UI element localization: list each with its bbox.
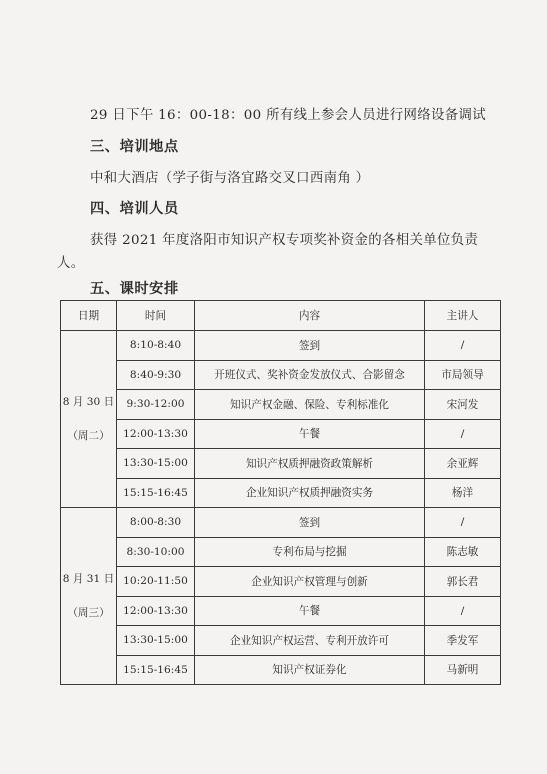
speaker-cell: / — [425, 508, 501, 538]
content-cell: 企业知识产权质押融资实务 — [195, 478, 425, 508]
time-cell: 12:00-13:30 — [117, 596, 195, 626]
content-cell: 知识产权质押融资政策解析 — [195, 449, 425, 479]
time-cell: 10:20-11:50 — [117, 567, 195, 597]
date-day2: 8 月 31 日 — [62, 573, 115, 585]
content-cell: 知识产权证券化 — [195, 655, 425, 685]
table-row — [61, 655, 501, 685]
table-row — [61, 331, 501, 361]
speaker-cell: 陈志敏 — [425, 537, 501, 567]
table-row — [61, 537, 501, 567]
date-cell-day2 — [61, 508, 117, 685]
content-cell: 专利布局与挖掘 — [195, 537, 425, 567]
time-cell: 8:10-8:40 — [117, 331, 195, 361]
speaker-cell: 郭长君 — [425, 567, 501, 597]
speaker-cell: 宋河发 — [425, 390, 501, 420]
speaker-cell: 市局领导 — [425, 360, 501, 390]
date-day1: 8 月 30 日 — [62, 396, 115, 408]
table-row — [61, 596, 501, 626]
paragraph-personnel-line1: 获得 2021 年度洛阳市知识产权专项奖补资金的各相关单位负责 — [90, 233, 479, 248]
weekday-day2: （周三） — [67, 607, 110, 619]
content-cell: 午餐 — [195, 596, 425, 626]
table-row — [61, 478, 501, 508]
table-header-row — [61, 301, 501, 331]
heading-training-personnel: 四、培训人员 — [90, 201, 179, 217]
time-cell: 13:30-15:00 — [117, 626, 195, 656]
speaker-cell: 季发军 — [425, 626, 501, 656]
schedule-table — [60, 300, 501, 685]
time-cell: 8:30-10:00 — [117, 537, 195, 567]
paragraph-location: 中和大酒店（学子街与洛宜路交叉口西南角 ） — [90, 171, 370, 186]
header-time: 时间 — [117, 301, 195, 331]
weekday-day1: （周二） — [67, 430, 110, 442]
table-row — [61, 360, 501, 390]
content-cell: 企业知识产权管理与创新 — [195, 567, 425, 597]
table-row — [61, 419, 501, 449]
content-cell: 开班仪式、奖补资金发放仪式、合影留念 — [195, 360, 425, 390]
time-cell: 8:00-8:30 — [117, 508, 195, 538]
time-cell: 12:00-13:30 — [117, 419, 195, 449]
heading-training-location: 三、培训地点 — [90, 139, 179, 155]
paragraph-personnel-line2: 人。 — [57, 256, 85, 271]
table-row — [61, 449, 501, 479]
table-row — [61, 567, 501, 597]
time-cell: 13:30-15:00 — [117, 449, 195, 479]
content-cell: 午餐 — [195, 419, 425, 449]
speaker-cell: / — [425, 596, 501, 626]
time-cell: 8:40-9:30 — [117, 360, 195, 390]
date-cell-day1 — [61, 331, 117, 508]
time-cell: 9:30-12:00 — [117, 390, 195, 420]
content-cell: 企业知识产权运营、专利开放许可 — [195, 626, 425, 656]
speaker-cell: / — [425, 419, 501, 449]
speaker-cell: 杨洋 — [425, 478, 501, 508]
speaker-cell: / — [425, 331, 501, 361]
speaker-cell: 马新明 — [425, 655, 501, 685]
content-cell: 签到 — [195, 331, 425, 361]
table-row — [61, 390, 501, 420]
table-row — [61, 508, 501, 538]
paragraph-network-test: 29 日下午 16：00-18：00 所有线上参会人员进行网络设备调试 — [90, 108, 486, 123]
table-row — [61, 626, 501, 656]
content-cell: 知识产权金融、保险、专利标准化 — [195, 390, 425, 420]
time-cell: 15:15-16:45 — [117, 655, 195, 685]
header-date: 日期 — [61, 301, 117, 331]
header-content: 内容 — [195, 301, 425, 331]
speaker-cell: 余亚辉 — [425, 449, 501, 479]
time-cell: 15:15-16:45 — [117, 478, 195, 508]
content-cell: 签到 — [195, 508, 425, 538]
header-speaker: 主讲人 — [425, 301, 501, 331]
heading-schedule: 五、课时安排 — [90, 281, 179, 297]
